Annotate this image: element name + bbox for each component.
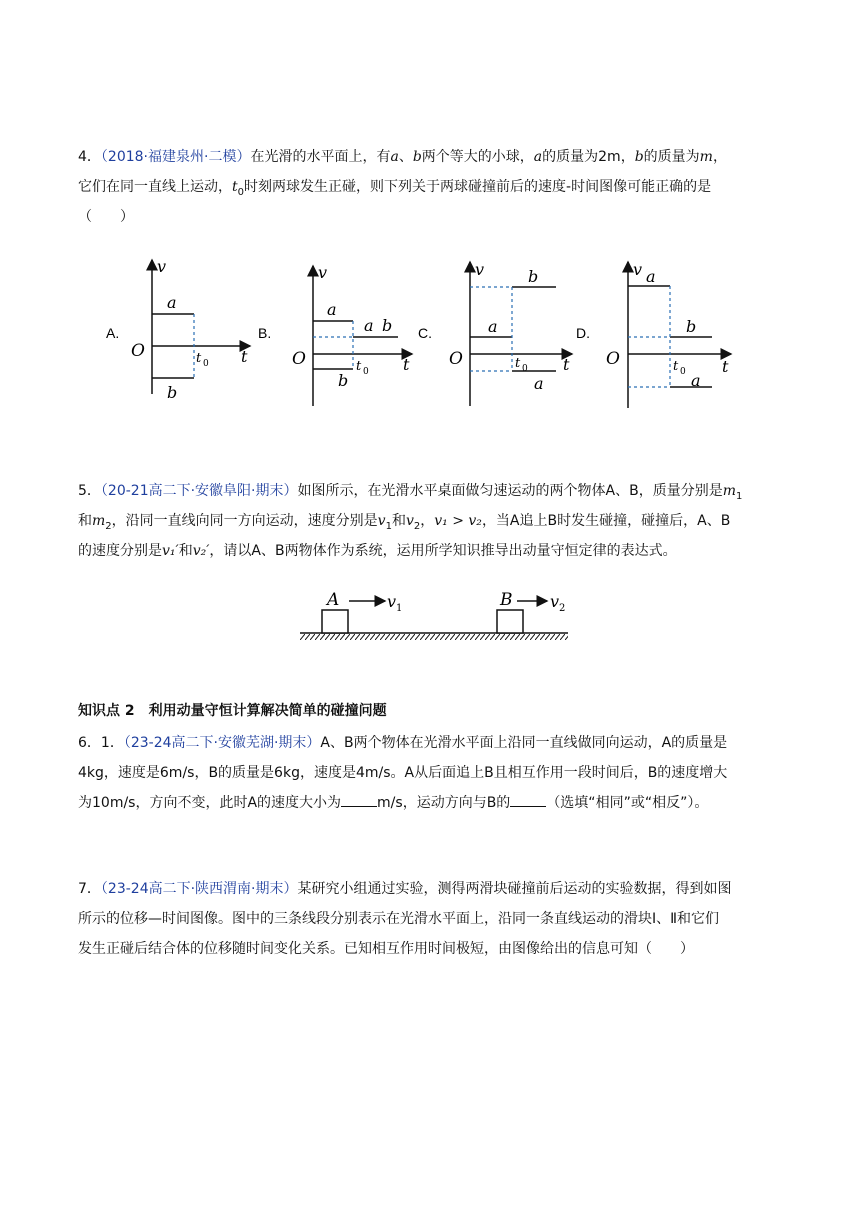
svg-text:t: t [563,355,570,374]
blocks-figure [0,586,868,656]
section-heading: 知识点 2 利用动量守恒计算解决简单的碰撞问题 [78,703,387,719]
question-6-line-3: 为10m/s，方向不变，此时A的速度大小为 m/s，运动方向与B的 （选填“相同”或“相反”）。 [78,788,798,818]
svg-text:1: 1 [396,603,403,614]
svg-text:v: v [475,260,485,279]
question-4-line-1: 4．（2018·福建泉州·二模）在光滑的水平面上，有a、b两个等大的小球，a的质量为2m，b的质量为m， [78,149,727,165]
svg-text:b: b [167,383,178,402]
question-7-line-3: 发生正碰后结合体的位移随时间变化关系。已知相互作用时间极短，由图像给出的信息可知（ ） [78,941,694,957]
svg-text:O: O [292,349,306,369]
svg-text:t: t [673,359,679,374]
option-label: B. [258,325,272,341]
svg-text:b: b [338,371,349,390]
option-a-graph [106,257,250,402]
svg-text:0: 0 [680,367,686,377]
option-label: A. [106,325,120,341]
question-number: 6．1． [78,735,124,751]
svg-text:t: t [403,355,410,374]
svg-text:v: v [318,263,328,282]
question-5-line-2: 和$m_2$，沿同一直线向同一方向运动，速度分别是$v_1$和$v_2$，v₁ > v₂，当A追上B时发生碰撞，碰撞后，A、B [78,513,731,532]
question-6-line-1: 6．1．（23-24高二下·安徽芜湖·期末）A、B两个物体在光滑水平面上沿同一直线做同向运动，A的质量是 [78,735,728,751]
svg-text:O: O [606,349,620,369]
svg-text:a: a [488,317,498,336]
svg-text:t: t [356,359,362,374]
svg-text:v: v [387,592,397,611]
svg-text:v: v [157,257,167,276]
svg-text:B: B [500,590,513,610]
svg-text:a: a [534,374,544,393]
svg-text:b: b [528,267,539,286]
answer-blank[interactable] [510,790,546,807]
svg-text:v: v [633,260,643,279]
question-7-line-2: 所示的位移—时间图像。图中的三条线段分别表示在光滑水平面上，沿同一条直线运动的滑块Ⅰ、Ⅱ和它们 [78,911,720,927]
svg-text:v: v [550,592,560,611]
answer-blank[interactable] [341,790,377,807]
question-source: （23-24高二下·安徽芜湖·期末） [123,735,321,751]
svg-text:0: 0 [203,359,209,369]
svg-text:a: a [364,316,374,335]
question-source: （2018·福建泉州·二模） [100,149,251,165]
svg-text:a: a [646,267,656,286]
question-7-line-1: 7．（23-24高二下·陕西渭南·期末）某研究小组通过实验，测得两滑块碰撞前后运动的实验数据，得到如图 [78,881,732,897]
question-number: 7． [78,881,101,897]
svg-text:t: t [722,357,729,376]
svg-text:a: a [327,300,337,319]
question-source: （20-21高二下·安徽阜阳·期末） [100,483,298,499]
question-number: 5． [78,483,101,499]
question-5-line-3: 的速度分别是v₁′和v₂′，请以A、B两物体作为系统，运用所学知识推导出动量守恒定律的表达式。 [78,543,677,559]
option-b-graph [258,263,412,406]
question-number: 4． [78,149,101,165]
question-4-line-3: （ ） [78,209,134,225]
question-5-line-1: 5．（20-21高二下·安徽阜阳·期末）如图所示，在光滑水平桌面做匀速运动的两个物体A、B，质量分别是$m_1$ [78,483,743,502]
svg-text:0: 0 [522,364,528,374]
question-4-line-2: 它们在同一直线上运动，$t_0$时刻两球发生正碰，则下列关于两球碰撞前后的速度-时间图像可能正确的是 [78,179,712,198]
option-label: C. [418,325,432,341]
option-label: D. [576,325,590,341]
svg-text:b: b [686,317,697,336]
svg-text:t: t [196,351,202,366]
svg-text:a: a [691,371,701,390]
svg-text:t: t [241,347,248,366]
option-graphs [0,248,868,428]
svg-text:0: 0 [363,367,369,377]
question-source: （23-24高二下·陕西渭南·期末） [100,881,298,897]
svg-text:A: A [327,590,340,610]
svg-text:O: O [131,341,145,361]
svg-text:t: t [515,356,521,371]
option-c-graph [418,260,572,406]
svg-text:a: a [167,293,177,312]
question-6-line-2: 4kg，速度是6m/s，B的质量是6kg，速度是4m/s。A从后面追上B且相互作用一段时间后，B的速度增大 [78,765,728,781]
block-b [497,610,523,633]
option-d-graph [576,260,731,408]
svg-text:O: O [449,349,463,369]
block-a [322,610,348,633]
svg-text:2: 2 [559,603,566,614]
svg-text:b: b [382,316,393,335]
